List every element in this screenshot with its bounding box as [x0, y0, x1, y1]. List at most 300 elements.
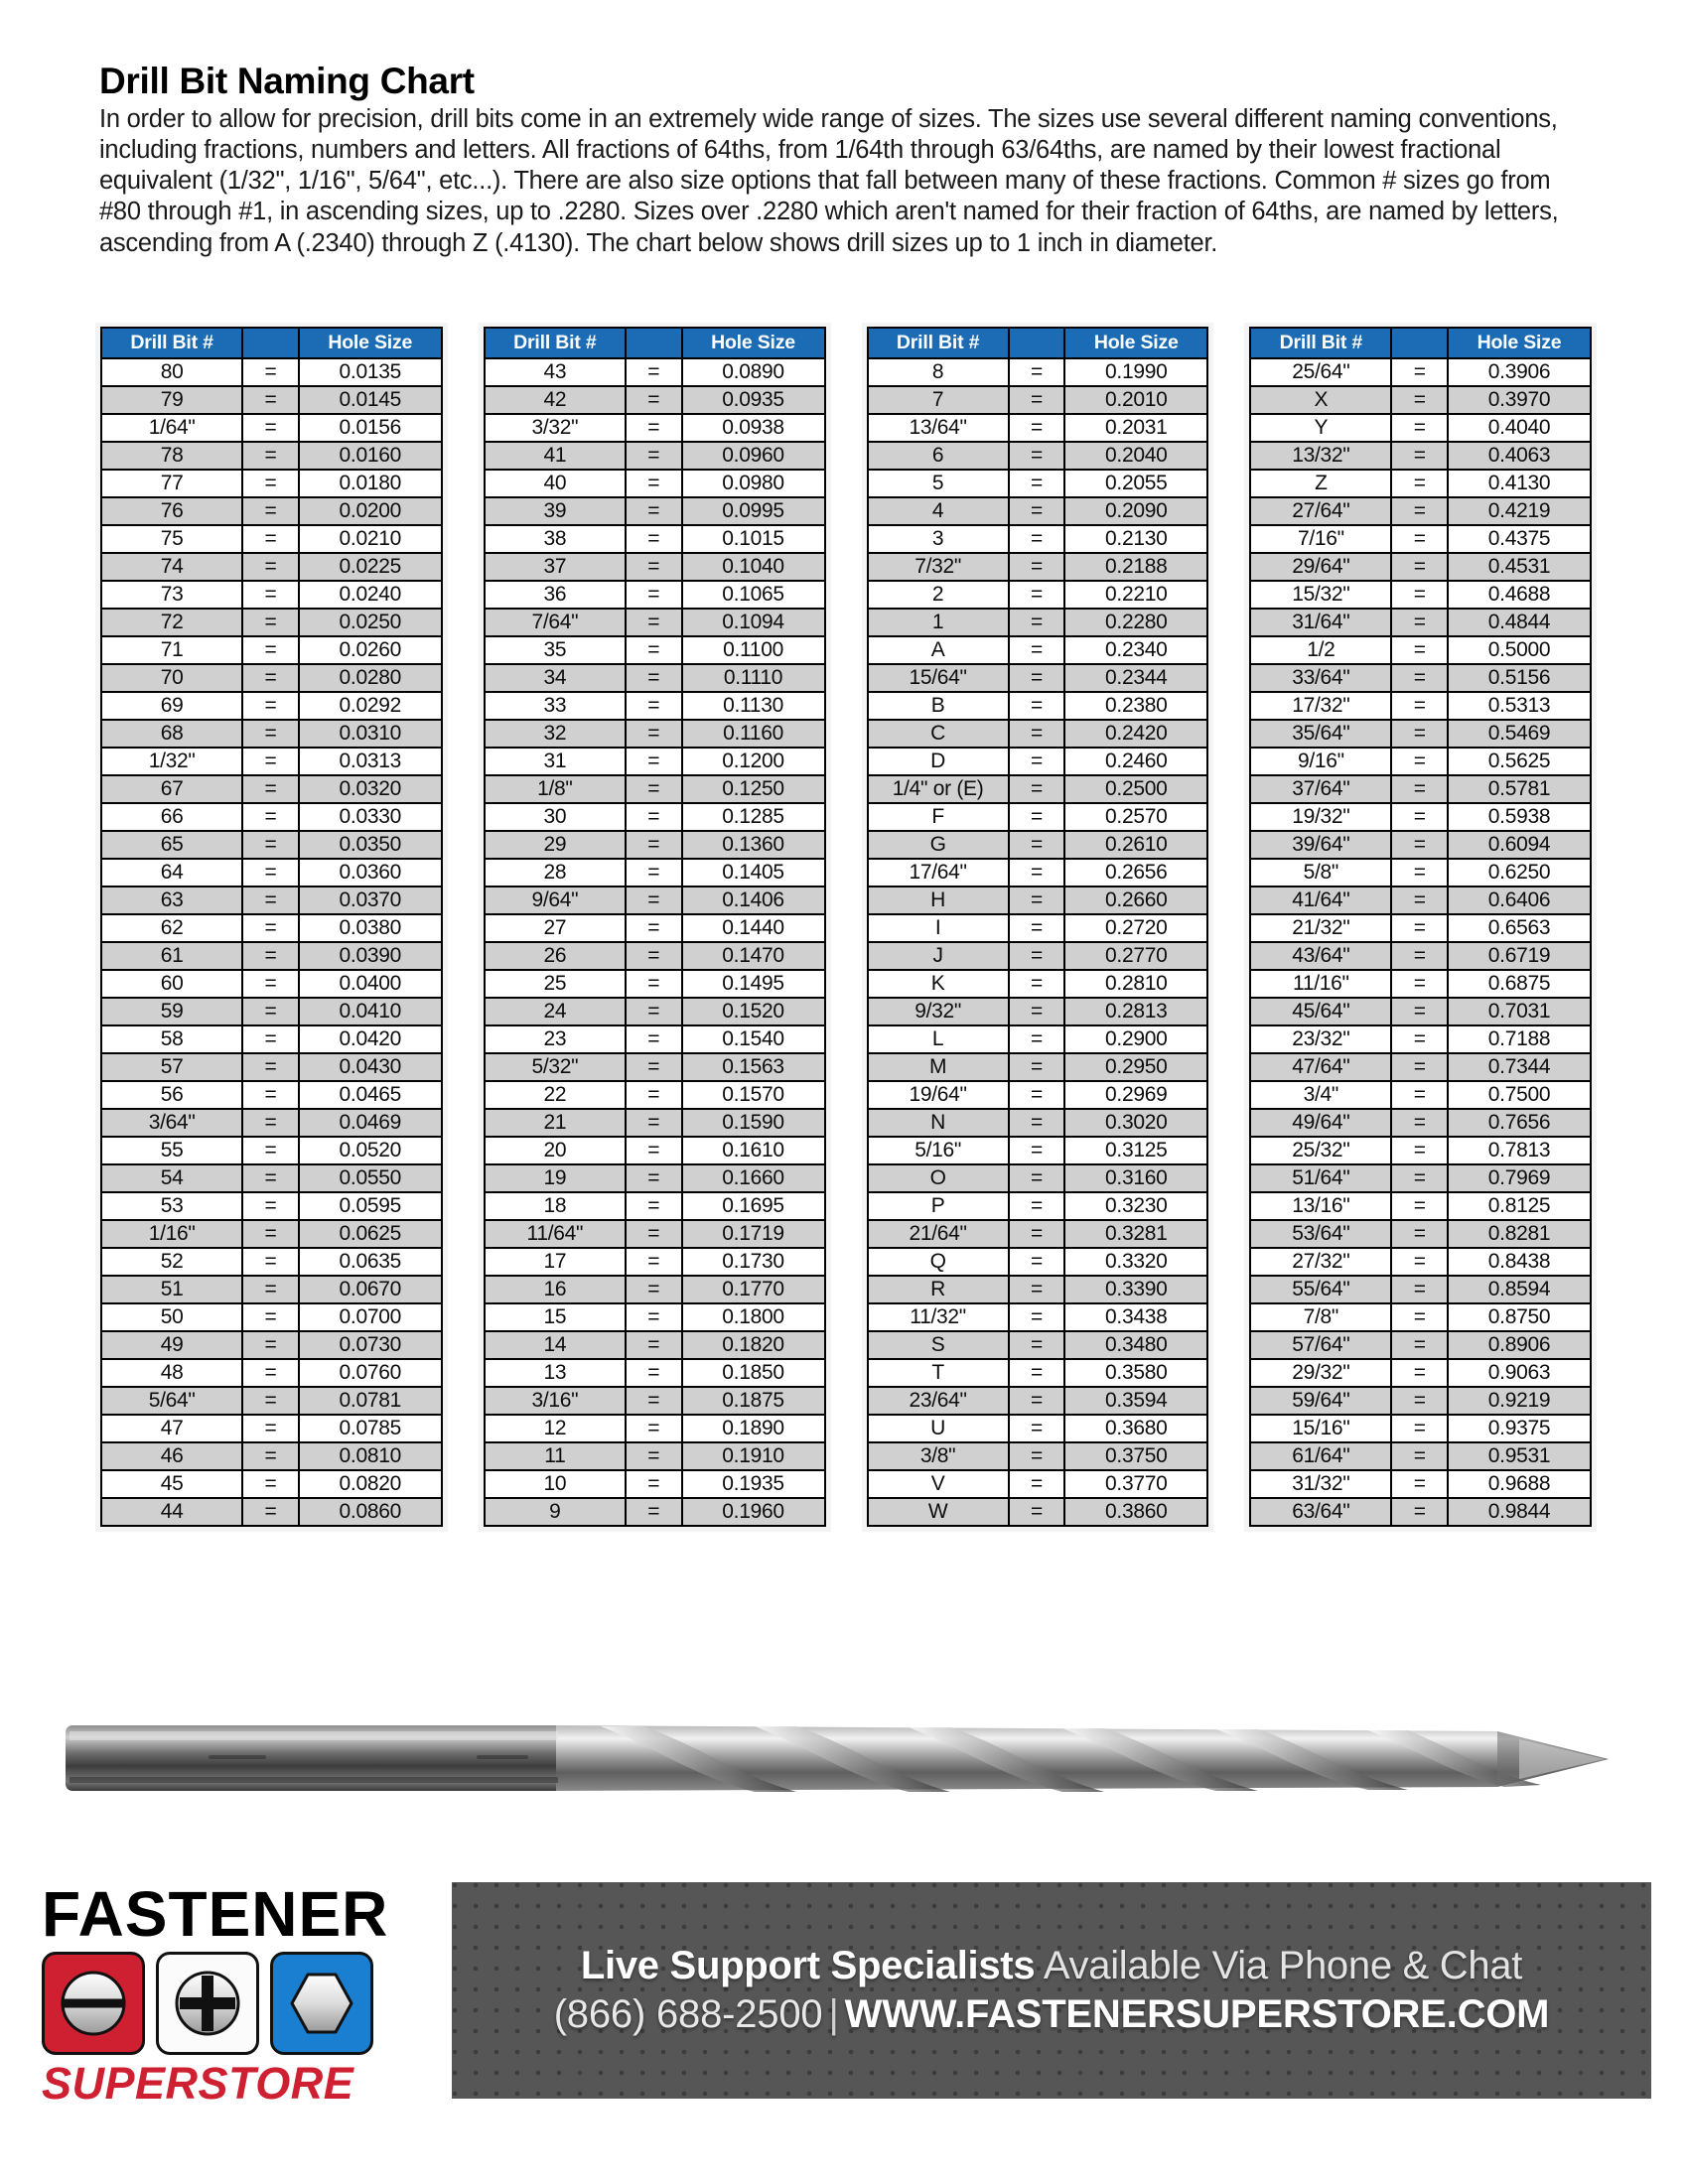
cell-drill-bit: 21: [485, 1109, 626, 1137]
table-row: [485, 1081, 825, 1109]
cell-equals: =: [1009, 775, 1065, 803]
contact-bar: [452, 1882, 1651, 2099]
cell-hole-size: 0.1110: [682, 664, 825, 692]
cell-hole-size: 0.8125: [1448, 1192, 1591, 1220]
cell-equals: =: [1009, 1498, 1065, 1526]
cell-hole-size: 0.1800: [682, 1303, 825, 1331]
cell-hole-size: 0.0700: [299, 1303, 442, 1331]
column-header-bit: Drill Bit #: [1250, 328, 1391, 358]
table-row: [868, 1387, 1208, 1415]
cell-equals: =: [626, 1164, 682, 1192]
cell-equals: =: [242, 914, 299, 942]
table-row: [101, 1276, 442, 1303]
cell-hole-size: 0.0520: [299, 1137, 442, 1164]
table-row: [1250, 497, 1591, 525]
table-row: [101, 942, 442, 970]
cell-equals: =: [1009, 1053, 1065, 1081]
cell-equals: =: [626, 1109, 682, 1137]
cell-equals: =: [1391, 1442, 1448, 1470]
table-row: [485, 1303, 825, 1331]
cell-hole-size: 0.0410: [299, 998, 442, 1025]
cell-equals: =: [626, 1081, 682, 1109]
cell-equals: =: [1009, 386, 1065, 414]
table-row: [868, 358, 1208, 386]
table-row: [868, 553, 1208, 581]
cell-equals: =: [1391, 887, 1448, 914]
cell-equals: =: [242, 1220, 299, 1248]
cell-drill-bit: 29/64": [1250, 553, 1391, 581]
cell-equals: =: [1009, 1470, 1065, 1498]
cell-hole-size: 0.8906: [1448, 1331, 1591, 1359]
intro-paragraph: In order to allow for precision, drill bits come in an extremely wide range of sizes. The sizes use several different naming conventions, including fractions, numbers and letters. All fractions of 64ths, from 1/64th through 63/64ths, are named by their lowest fractional equivalent (1/32", 1/16", 5/64", etc...). There are also size options that fall between many of these fractions. Common # sizes go from #80 through #1, in ascending sizes, up to .2280. Sizes over .2280 which aren't named for their fraction of 64ths, are named by letters, ascending from A (.2340) through Z (.4130). The chart below shows drill sizes up to 1 inch in diameter.: [99, 104, 1559, 257]
cell-hole-size: 0.6250: [1448, 859, 1591, 887]
cell-drill-bit: 8: [868, 358, 1009, 386]
cell-equals: =: [626, 803, 682, 831]
table-row: [485, 581, 825, 609]
cell-hole-size: 0.0292: [299, 692, 442, 720]
table-row: [868, 1331, 1208, 1359]
cell-equals: =: [1009, 1303, 1065, 1331]
cell-drill-bit: 39: [485, 497, 626, 525]
cell-hole-size: 0.9531: [1448, 1442, 1591, 1470]
cell-equals: =: [626, 553, 682, 581]
table-row: [101, 525, 442, 553]
cell-hole-size: 0.1440: [682, 914, 825, 942]
cell-hole-size: 0.2570: [1064, 803, 1207, 831]
cell-drill-bit: 3/32": [485, 414, 626, 442]
table-row: [868, 998, 1208, 1025]
table-row: [1250, 1137, 1591, 1164]
table-row: [1250, 1303, 1591, 1331]
cell-equals: =: [1009, 1415, 1065, 1442]
column-header-size: Hole Size: [299, 328, 442, 358]
cell-drill-bit: R: [868, 1276, 1009, 1303]
cell-hole-size: 0.1470: [682, 942, 825, 970]
cell-drill-bit: 11: [485, 1442, 626, 1470]
cell-drill-bit: 41/64": [1250, 887, 1391, 914]
cell-drill-bit: 77: [101, 470, 242, 497]
table-row: [1250, 831, 1591, 859]
table-row: [1250, 1081, 1591, 1109]
table-row: [1250, 1470, 1591, 1498]
cell-hole-size: 0.3680: [1064, 1415, 1207, 1442]
cell-drill-bit: 36: [485, 581, 626, 609]
cell-equals: =: [1391, 1053, 1448, 1081]
cell-equals: =: [1009, 553, 1065, 581]
cell-drill-bit: 61/64": [1250, 1442, 1391, 1470]
cell-hole-size: 0.0313: [299, 748, 442, 775]
table-row: [868, 942, 1208, 970]
table-row: [485, 803, 825, 831]
table-row: [1250, 775, 1591, 803]
cell-equals: =: [242, 1387, 299, 1415]
cell-equals: =: [1009, 1248, 1065, 1276]
cell-hole-size: 0.3390: [1064, 1276, 1207, 1303]
cell-drill-bit: 9: [485, 1498, 626, 1526]
table-row: [485, 887, 825, 914]
cell-equals: =: [1391, 748, 1448, 775]
cell-drill-bit: 54: [101, 1164, 242, 1192]
cell-drill-bit: 13: [485, 1359, 626, 1387]
cell-equals: =: [626, 1331, 682, 1359]
cell-drill-bit: 78: [101, 442, 242, 470]
cell-equals: =: [1391, 1331, 1448, 1359]
cell-equals: =: [626, 1498, 682, 1526]
cell-hole-size: 0.6719: [1448, 942, 1591, 970]
cell-drill-bit: 19/64": [868, 1081, 1009, 1109]
column-header-size: Hole Size: [682, 328, 825, 358]
cell-hole-size: 0.6875: [1448, 970, 1591, 998]
cell-equals: =: [1009, 1331, 1065, 1359]
cell-drill-bit: 68: [101, 720, 242, 748]
cell-equals: =: [626, 831, 682, 859]
cell-drill-bit: 50: [101, 1303, 242, 1331]
table-body-1: [101, 358, 442, 1526]
cell-hole-size: 0.8750: [1448, 1303, 1591, 1331]
cell-equals: =: [626, 1248, 682, 1276]
cell-hole-size: 0.3230: [1064, 1192, 1207, 1220]
cell-drill-bit: A: [868, 636, 1009, 664]
cell-drill-bit: 7/8": [1250, 1303, 1391, 1331]
cell-hole-size: 0.1406: [682, 887, 825, 914]
cell-equals: =: [1009, 970, 1065, 998]
table-row: [1250, 803, 1591, 831]
table-row: [868, 414, 1208, 442]
cell-drill-bit: 15: [485, 1303, 626, 1331]
table-row: [868, 581, 1208, 609]
table-row: [101, 859, 442, 887]
separator: |: [828, 1992, 839, 2036]
cell-drill-bit: 11/32": [868, 1303, 1009, 1331]
cell-drill-bit: X: [1250, 386, 1391, 414]
cell-hole-size: 0.1094: [682, 609, 825, 636]
cell-hole-size: 0.0760: [299, 1359, 442, 1387]
cell-hole-size: 0.6406: [1448, 887, 1591, 914]
cell-drill-bit: 75: [101, 525, 242, 553]
table-row: [101, 414, 442, 442]
table-row: [868, 497, 1208, 525]
cell-hole-size: 0.2656: [1064, 859, 1207, 887]
table-row: [101, 609, 442, 636]
table-row: [1250, 1109, 1591, 1137]
table-row: [485, 1415, 825, 1442]
cell-equals: =: [626, 1415, 682, 1442]
column-header-size: Hole Size: [1064, 328, 1207, 358]
support-rest-text: Available Via Phone & Chat: [1035, 1944, 1523, 1987]
cell-drill-bit: 15/16": [1250, 1415, 1391, 1442]
table-row: [868, 887, 1208, 914]
cell-equals: =: [1009, 914, 1065, 942]
cell-hole-size: 0.2188: [1064, 553, 1207, 581]
cell-equals: =: [626, 970, 682, 998]
cell-hole-size: 0.1770: [682, 1276, 825, 1303]
cell-equals: =: [1391, 859, 1448, 887]
cell-hole-size: 0.3750: [1064, 1442, 1207, 1470]
cell-drill-bit: C: [868, 720, 1009, 748]
drill-size-table-4-wrapper: [1244, 323, 1597, 1532]
table-row: [101, 1442, 442, 1470]
table-row: [101, 1053, 442, 1081]
cell-hole-size: 0.6563: [1448, 914, 1591, 942]
cell-drill-bit: 12: [485, 1415, 626, 1442]
table-row: [868, 1415, 1208, 1442]
table-row: [1250, 1248, 1591, 1276]
table-row: [868, 970, 1208, 998]
cell-drill-bit: 23/32": [1250, 1025, 1391, 1053]
cell-hole-size: 0.1360: [682, 831, 825, 859]
cell-hole-size: 0.0250: [299, 609, 442, 636]
cell-hole-size: 0.2660: [1064, 887, 1207, 914]
table-row: [1250, 692, 1591, 720]
cell-equals: =: [242, 1470, 299, 1498]
table-row: [485, 775, 825, 803]
cell-equals: =: [1391, 692, 1448, 720]
cell-drill-bit: 31: [485, 748, 626, 775]
cell-drill-bit: 14: [485, 1331, 626, 1359]
cell-hole-size: 0.2460: [1064, 748, 1207, 775]
cell-equals: =: [242, 1137, 299, 1164]
cell-drill-bit: 43/64": [1250, 942, 1391, 970]
cell-equals: =: [1391, 1387, 1448, 1415]
cell-hole-size: 0.5781: [1448, 775, 1591, 803]
cell-equals: =: [626, 442, 682, 470]
cell-equals: =: [242, 1276, 299, 1303]
cell-hole-size: 0.2210: [1064, 581, 1207, 609]
table-row: [101, 1415, 442, 1442]
cell-hole-size: 0.0145: [299, 386, 442, 414]
cell-equals: =: [1009, 1137, 1065, 1164]
cell-equals: =: [1391, 1164, 1448, 1192]
website-url[interactable]: WWW.FASTENERSUPERSTORE.COM: [844, 1992, 1550, 2036]
cell-hole-size: 0.0420: [299, 1025, 442, 1053]
table-header-row: [101, 328, 442, 358]
cell-hole-size: 0.0280: [299, 664, 442, 692]
cell-drill-bit: 61: [101, 942, 242, 970]
cell-drill-bit: F: [868, 803, 1009, 831]
cell-hole-size: 0.3580: [1064, 1359, 1207, 1387]
cell-hole-size: 0.1200: [682, 748, 825, 775]
cell-drill-bit: 45: [101, 1470, 242, 1498]
cell-equals: =: [1009, 1442, 1065, 1470]
cell-equals: =: [242, 942, 299, 970]
table-row: [1250, 1192, 1591, 1220]
cell-drill-bit: 57/64": [1250, 1331, 1391, 1359]
cell-drill-bit: 15/64": [868, 664, 1009, 692]
cell-equals: =: [242, 358, 299, 386]
table-row: [101, 1303, 442, 1331]
cell-equals: =: [242, 609, 299, 636]
cell-hole-size: 0.0430: [299, 1053, 442, 1081]
cell-drill-bit: D: [868, 748, 1009, 775]
cell-drill-bit: 33: [485, 692, 626, 720]
cell-equals: =: [242, 1164, 299, 1192]
cell-drill-bit: W: [868, 1498, 1009, 1526]
cell-drill-bit: G: [868, 831, 1009, 859]
table-row: [1250, 1442, 1591, 1470]
cell-hole-size: 0.2380: [1064, 692, 1207, 720]
cell-equals: =: [626, 1359, 682, 1387]
cell-hole-size: 0.1875: [682, 1387, 825, 1415]
table-row: [101, 1331, 442, 1359]
cell-drill-bit: 27/64": [1250, 497, 1391, 525]
cell-hole-size: 0.0135: [299, 358, 442, 386]
cell-drill-bit: 52: [101, 1248, 242, 1276]
column-header-equals: [1391, 328, 1448, 358]
cell-drill-bit: 5/64": [101, 1387, 242, 1415]
cell-drill-bit: 5/32": [485, 1053, 626, 1081]
table-row: [485, 1331, 825, 1359]
cell-hole-size: 0.8438: [1448, 1248, 1591, 1276]
cell-equals: =: [1009, 692, 1065, 720]
cell-equals: =: [1391, 386, 1448, 414]
cell-hole-size: 0.3594: [1064, 1387, 1207, 1415]
cell-hole-size: 0.2280: [1064, 609, 1207, 636]
cell-equals: =: [1391, 1470, 1448, 1498]
cell-hole-size: 0.0260: [299, 636, 442, 664]
table-row: [101, 497, 442, 525]
cell-equals: =: [1009, 1359, 1065, 1387]
cell-drill-bit: 67: [101, 775, 242, 803]
cell-drill-bit: 18: [485, 1192, 626, 1220]
cell-drill-bit: 47/64": [1250, 1053, 1391, 1081]
cell-equals: =: [1391, 942, 1448, 970]
cell-equals: =: [1391, 442, 1448, 470]
cell-equals: =: [242, 998, 299, 1025]
cell-equals: =: [1391, 1109, 1448, 1137]
cell-drill-bit: 11/64": [485, 1220, 626, 1248]
cell-hole-size: 0.1695: [682, 1192, 825, 1220]
cell-hole-size: 0.0380: [299, 914, 442, 942]
cell-hole-size: 0.4844: [1448, 609, 1591, 636]
column-header-size: Hole Size: [1448, 328, 1591, 358]
cell-equals: =: [1009, 581, 1065, 609]
cell-equals: =: [242, 1081, 299, 1109]
cell-equals: =: [242, 442, 299, 470]
cell-drill-bit: 27: [485, 914, 626, 942]
cell-equals: =: [1391, 720, 1448, 748]
cell-drill-bit: 70: [101, 664, 242, 692]
cell-equals: =: [1009, 942, 1065, 970]
table-row: [868, 831, 1208, 859]
table-header-row: [868, 328, 1208, 358]
cell-equals: =: [626, 720, 682, 748]
table-row: [1250, 859, 1591, 887]
cell-drill-bit: 44: [101, 1498, 242, 1526]
cell-hole-size: 0.1405: [682, 859, 825, 887]
cell-drill-bit: 3/8": [868, 1442, 1009, 1470]
table-row: [485, 1053, 825, 1081]
drill-size-table-1-wrapper: [95, 323, 448, 1532]
cell-equals: =: [242, 1248, 299, 1276]
cell-hole-size: 0.2610: [1064, 831, 1207, 859]
cell-hole-size: 0.9688: [1448, 1470, 1591, 1498]
cell-hole-size: 0.6094: [1448, 831, 1591, 859]
cell-hole-size: 0.2344: [1064, 664, 1207, 692]
cell-drill-bit: 37/64": [1250, 775, 1391, 803]
cell-hole-size: 0.1570: [682, 1081, 825, 1109]
cell-drill-bit: 35/64": [1250, 720, 1391, 748]
table-row: [1250, 664, 1591, 692]
table-row: [101, 1081, 442, 1109]
cell-hole-size: 0.1610: [682, 1137, 825, 1164]
cell-equals: =: [626, 1025, 682, 1053]
cell-hole-size: 0.3438: [1064, 1303, 1207, 1331]
table-row: [101, 1025, 442, 1053]
table-row: [101, 1137, 442, 1164]
table-row: [485, 1137, 825, 1164]
cell-hole-size: 0.4130: [1448, 470, 1591, 497]
cell-hole-size: 0.0635: [299, 1248, 442, 1276]
cell-drill-bit: 24: [485, 998, 626, 1025]
table-row: [101, 720, 442, 748]
table-row: [868, 692, 1208, 720]
cell-hole-size: 0.3970: [1448, 386, 1591, 414]
cell-hole-size: 0.0370: [299, 887, 442, 914]
cell-hole-size: 0.0860: [299, 1498, 442, 1526]
cell-drill-bit: 10: [485, 1470, 626, 1498]
cell-equals: =: [1391, 775, 1448, 803]
cell-equals: =: [1391, 970, 1448, 998]
cell-equals: =: [242, 525, 299, 553]
cell-equals: =: [626, 775, 682, 803]
cell-hole-size: 0.1820: [682, 1331, 825, 1359]
cell-equals: =: [1009, 664, 1065, 692]
cell-equals: =: [242, 831, 299, 859]
cell-equals: =: [626, 887, 682, 914]
cell-equals: =: [1009, 831, 1065, 859]
cell-hole-size: 0.0595: [299, 1192, 442, 1220]
cell-equals: =: [1391, 581, 1448, 609]
cell-equals: =: [626, 914, 682, 942]
cell-hole-size: 0.0390: [299, 942, 442, 970]
cell-equals: =: [1009, 1387, 1065, 1415]
cell-hole-size: 0.5000: [1448, 636, 1591, 664]
cell-hole-size: 0.1130: [682, 692, 825, 720]
table-row: [101, 887, 442, 914]
table-row: [868, 1470, 1208, 1498]
table-row: [868, 1359, 1208, 1387]
logo-subtext: SUPERSTORE: [42, 2058, 354, 2109]
cell-drill-bit: V: [868, 1470, 1009, 1498]
table-row: [485, 748, 825, 775]
table-row: [1250, 358, 1591, 386]
phillips-screw-icon: [156, 1952, 259, 2055]
cell-drill-bit: 3: [868, 525, 1009, 553]
table-header-row: [485, 328, 825, 358]
cell-equals: =: [1009, 1220, 1065, 1248]
cell-drill-bit: 5: [868, 470, 1009, 497]
cell-drill-bit: 19/32": [1250, 803, 1391, 831]
cell-hole-size: 0.1990: [1064, 358, 1207, 386]
header: [99, 62, 1599, 259]
table-row: [485, 831, 825, 859]
table-row: [101, 1498, 442, 1526]
cell-equals: =: [1391, 1025, 1448, 1053]
phone-number[interactable]: (866) 688-2500: [553, 1992, 823, 2036]
table-row: [485, 1109, 825, 1137]
cell-hole-size: 0.7500: [1448, 1081, 1591, 1109]
cell-equals: =: [626, 1442, 682, 1470]
cell-drill-bit: 42: [485, 386, 626, 414]
cell-drill-bit: 1/16": [101, 1220, 242, 1248]
cell-drill-bit: 23/64": [868, 1387, 1009, 1415]
cell-drill-bit: 64: [101, 859, 242, 887]
cell-hole-size: 0.0156: [299, 414, 442, 442]
cell-drill-bit: 30: [485, 803, 626, 831]
cell-drill-bit: 3/4": [1250, 1081, 1391, 1109]
brand-logo[interactable]: [38, 1878, 433, 2109]
table-row: [1250, 998, 1591, 1025]
